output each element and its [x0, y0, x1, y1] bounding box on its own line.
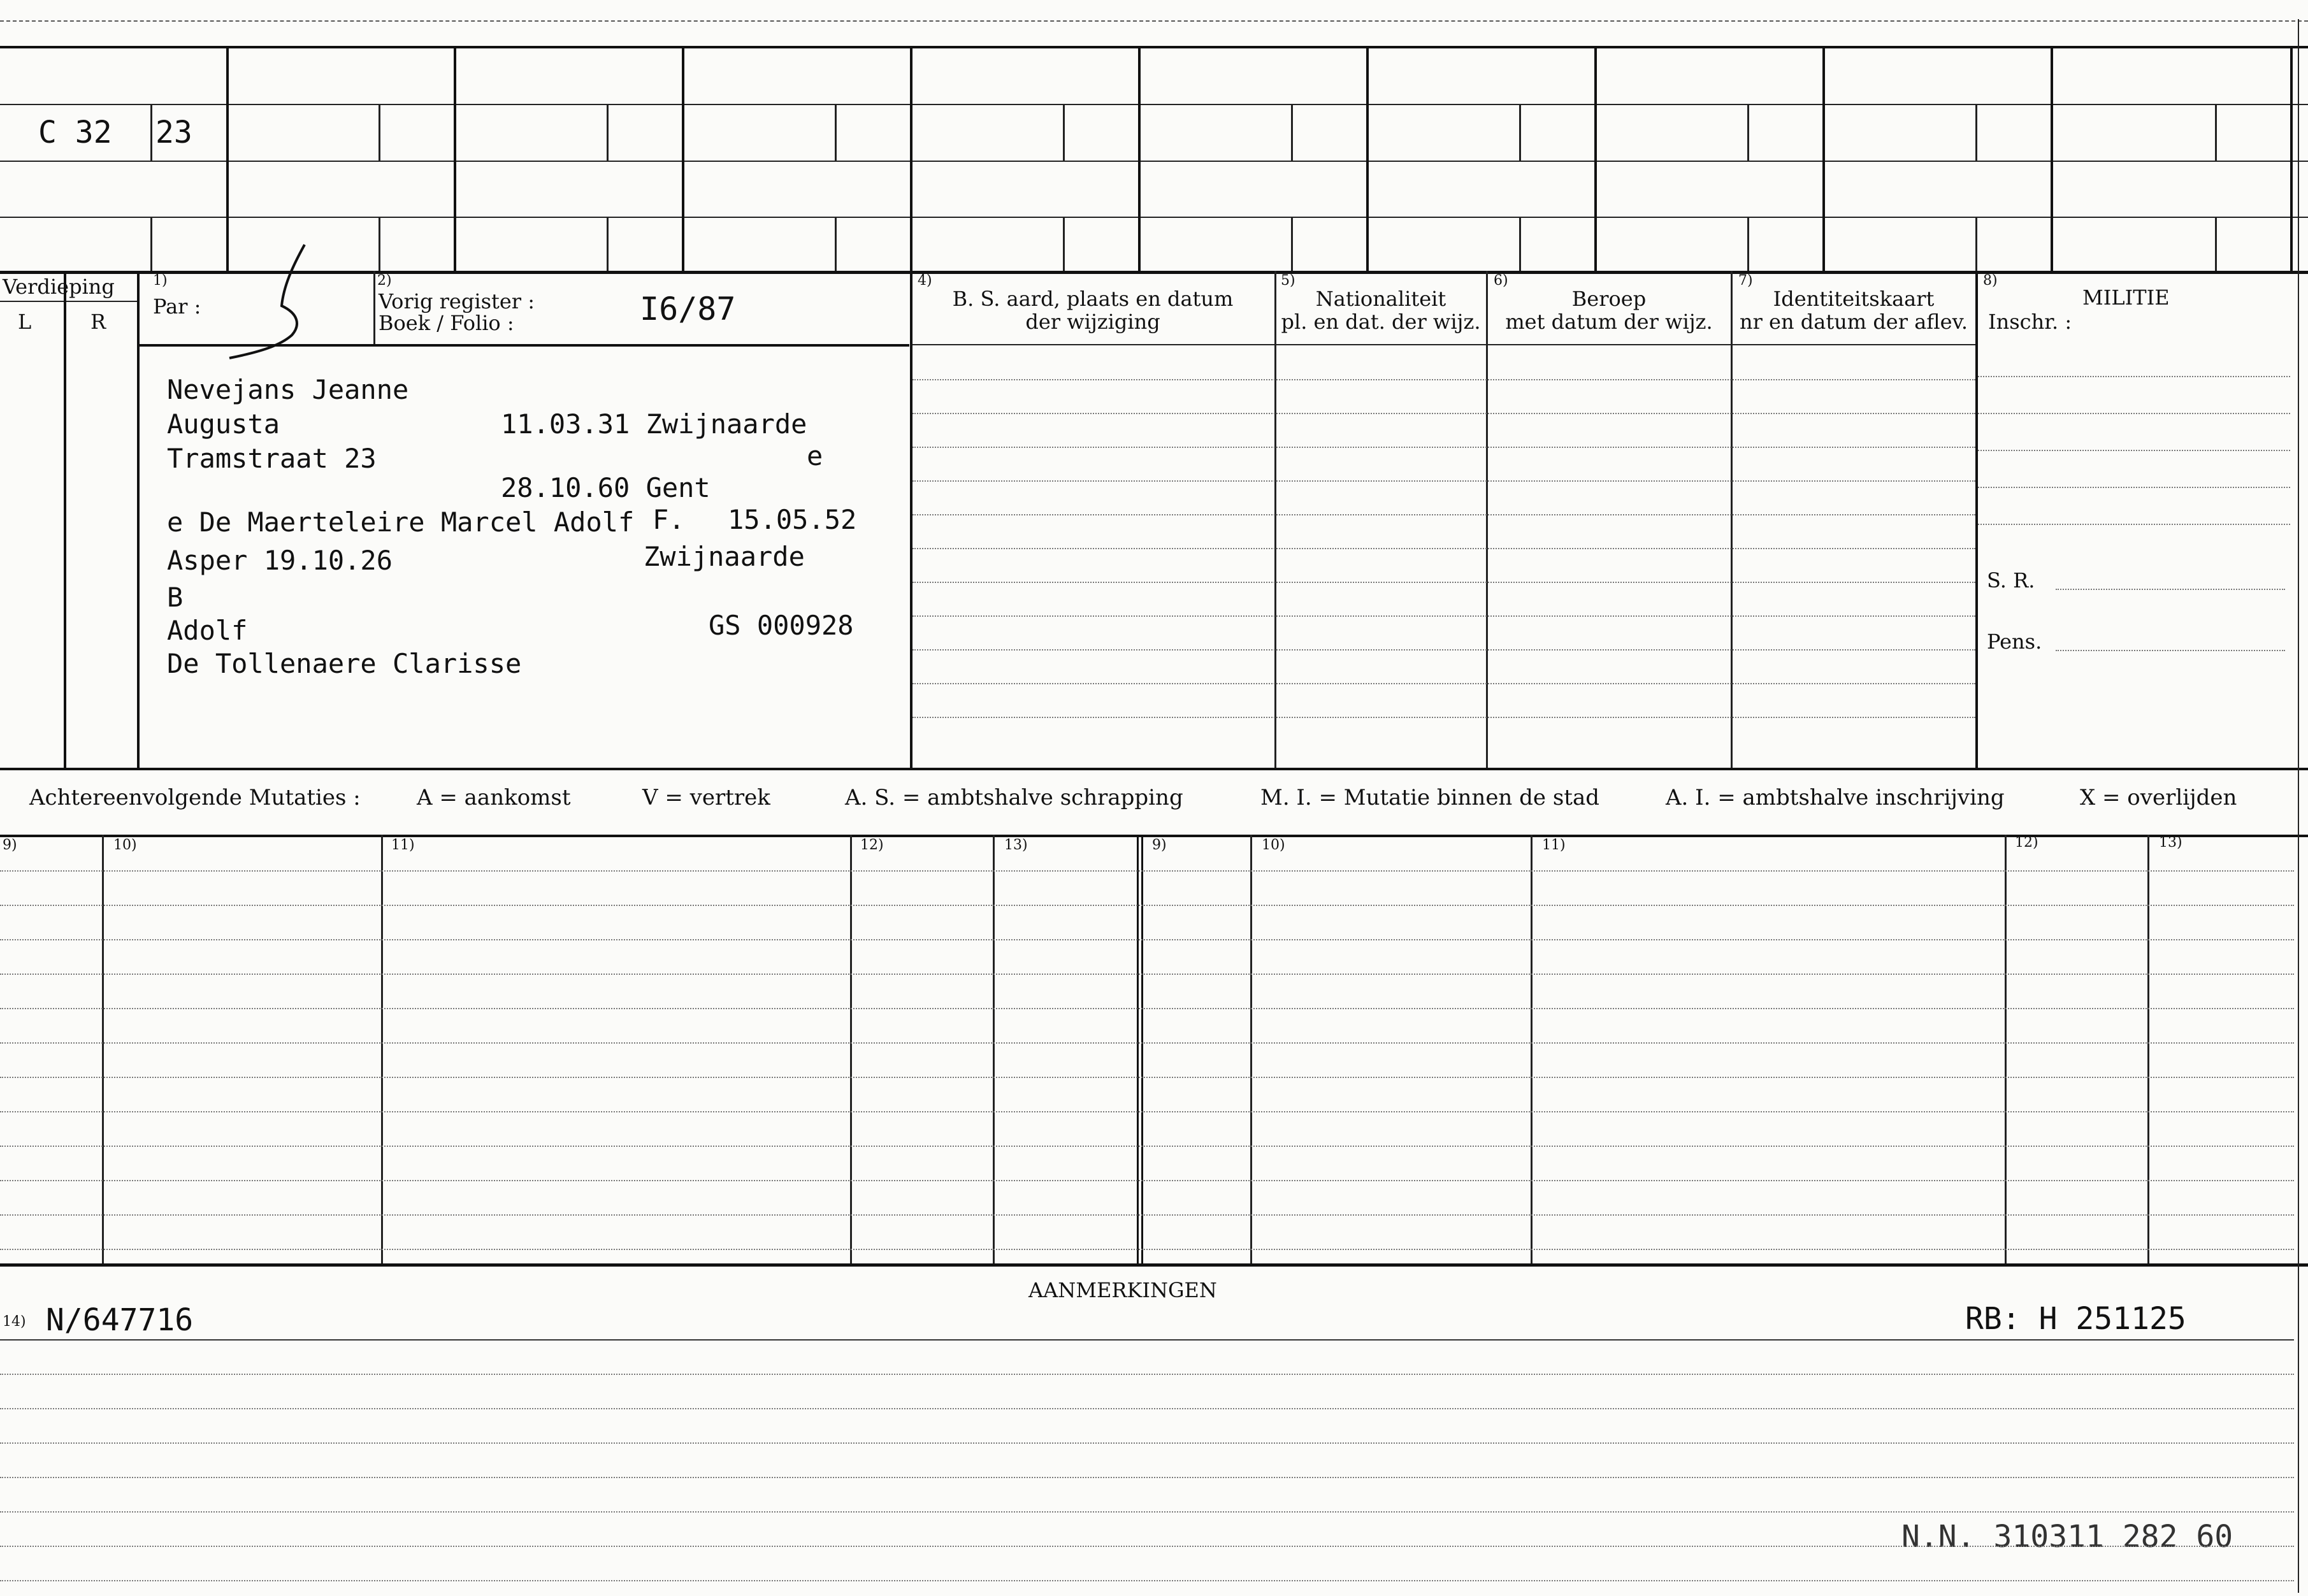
mut-col-11-right: 11): [1542, 837, 1566, 853]
register-number: 23: [155, 115, 192, 150]
grid-divider: [1594, 46, 1597, 271]
boek-folio-label: Boek / Folio :: [379, 311, 514, 335]
mut-col-11-left: 11): [391, 837, 415, 853]
grid-divider: [1063, 217, 1065, 271]
col6-number: 6): [1494, 273, 1508, 289]
militie-sr-label: S. R.: [1987, 568, 2035, 593]
handwritten-mark-icon: [223, 242, 319, 363]
grid-divider: [2215, 104, 2217, 161]
level-l-label: L: [18, 310, 32, 334]
grid-divider: [1138, 46, 1141, 271]
parent-line-b: B: [167, 582, 184, 613]
col7-heading-line2: nr en datum der aflev.: [1739, 310, 1968, 334]
grid-divider: [835, 104, 837, 161]
header-divider: [373, 271, 375, 344]
grid-divider: [379, 217, 380, 271]
sr-line: [2056, 589, 2285, 590]
grid-divider: [1975, 217, 1977, 271]
change-columns-lines: [912, 344, 1975, 768]
grid-divider: [454, 46, 456, 271]
col7-number: 7): [1738, 273, 1753, 289]
remarks-rb-number: RB: H 251125: [1965, 1301, 2186, 1337]
grid-divider: [1291, 217, 1293, 271]
mutation-row-lines: [0, 835, 2294, 1263]
grid-divider: [2290, 46, 2293, 271]
remarks-title: AANMERKINGEN: [1028, 1278, 1217, 1302]
lr-divider: [64, 271, 66, 768]
arrival-date-place: 28.10.60 Gent: [501, 472, 710, 503]
name-line1: Nevejans Jeanne: [167, 374, 409, 405]
grid-divider: [226, 46, 229, 271]
grid-divider: [2215, 217, 2217, 271]
mut-col-10-right: 10): [1262, 837, 1285, 853]
grid-divider: [607, 217, 609, 271]
grid-divider: [379, 104, 380, 161]
grid-divider: [682, 46, 684, 271]
main-divider: [137, 271, 140, 768]
mutation-table-bottom: [0, 1263, 2308, 1267]
col7-heading-line1: Identiteitskaart: [1773, 287, 1935, 311]
grid-line: [0, 271, 2308, 274]
grid-divider: [835, 217, 837, 271]
col5-heading-line2: pl. en dat. der wijz.: [1281, 310, 1481, 334]
remarks-number: 14): [3, 1314, 26, 1330]
birth-date-place: 11.03.31 Zwijnaarde: [501, 408, 807, 440]
par-number: 1): [153, 273, 168, 289]
grid-divider: [1747, 104, 1749, 161]
col4-number: 4): [918, 273, 932, 289]
grid-divider: [1975, 104, 1977, 161]
parent-mother: De Tollenaere Clarisse: [167, 648, 522, 679]
grid-line: [0, 104, 2308, 105]
section-rule: [0, 768, 2308, 770]
par-label: Par :: [153, 294, 201, 319]
vorig-register-label: Vorig register :: [379, 289, 535, 313]
gs-number: GS 000928: [709, 610, 854, 641]
marriage-place: Zwijnaarde: [644, 541, 805, 572]
mutation-v: V = vertrek: [642, 785, 770, 810]
top-edge: [0, 20, 2308, 22]
register-code: C 32: [38, 115, 112, 150]
grid-line: [0, 161, 2308, 162]
grid-divider: [1366, 46, 1369, 271]
militie-inschr-label: Inschr. :: [1988, 310, 2072, 334]
name-line2: Augusta: [167, 408, 280, 440]
col5-number: 5): [1281, 273, 1295, 289]
mutation-a: A = aankomst: [417, 785, 571, 810]
mut-col-12-left: 12): [860, 837, 884, 853]
col6-heading-line2: met datum der wijz.: [1505, 310, 1713, 334]
mutation-x: X = overlijden: [2080, 785, 2237, 810]
spouse-line: e De Maerteleire Marcel Adolf: [167, 507, 635, 538]
grid-divider: [1063, 104, 1065, 161]
grid-divider: [150, 217, 152, 271]
level-r-label: R: [90, 310, 106, 334]
grid-divider: [1519, 104, 1521, 161]
grid-divider: [910, 46, 912, 271]
address-line: Tramstraat 23: [167, 443, 377, 474]
mutation-mi: M. I. = Mutatie binnen de stad: [1260, 785, 1599, 810]
col6-heading-line1: Beroep: [1571, 287, 1647, 311]
boek-folio-value: I6/87: [640, 291, 736, 327]
mutation-as: A. S. = ambtshalve schrapping: [845, 785, 1183, 810]
grid-divider: [607, 104, 609, 161]
mut-col-9-left: 9): [3, 837, 17, 853]
grid-line: [0, 217, 2308, 218]
remarks-reference: N/647716: [46, 1302, 194, 1338]
mark-f: F.: [653, 504, 685, 535]
grid-divider: [1291, 104, 1293, 161]
remarks-lines: [0, 1302, 2294, 1593]
verdieping-rule: [0, 301, 137, 302]
parent-father: Adolf: [167, 615, 248, 646]
mut-col-13-right: 13): [2159, 835, 2182, 851]
mut-col-12-right: 12): [2015, 835, 2038, 851]
mutation-ai: A. I. = ambtshalve inschrijving: [1666, 785, 2005, 810]
grid-line: [0, 46, 2308, 48]
col4-heading-line2: der wijziging: [1025, 310, 1160, 334]
pens-line: [2056, 650, 2285, 651]
vorig-number: 2): [377, 273, 392, 289]
col5-heading-line1: Nationaliteit: [1315, 287, 1446, 311]
national-number: N.N. 310311 282 60: [1901, 1519, 2233, 1555]
col8-number: 8): [1983, 273, 1998, 289]
militie-pens-label: Pens.: [1987, 629, 2042, 654]
mutations-title: Achtereenvolgende Mutaties :: [29, 785, 361, 810]
militie-lines: [1978, 344, 2290, 535]
grid-divider: [1519, 217, 1521, 271]
marriage-date: 15.05.52: [728, 504, 857, 535]
mut-col-10-left: 10): [113, 837, 137, 853]
mut-col-9-right: 9): [1152, 837, 1167, 853]
col4-heading-line1: B. S. aard, plaats en datum: [952, 287, 1234, 311]
verdieping-label: Verdieping: [3, 275, 115, 299]
spouse-birth-line: Asper 19.10.26: [167, 545, 393, 576]
grid-divider: [1822, 46, 1825, 271]
right-edge: [2298, 19, 2299, 1593]
mut-col-13-left: 13): [1004, 837, 1028, 853]
grid-divider: [1747, 217, 1749, 271]
militie-title: MILITIE: [2082, 285, 2170, 310]
grid-divider: [150, 104, 152, 161]
grid-divider: [2051, 46, 2053, 271]
mark-e1: e: [807, 440, 823, 471]
